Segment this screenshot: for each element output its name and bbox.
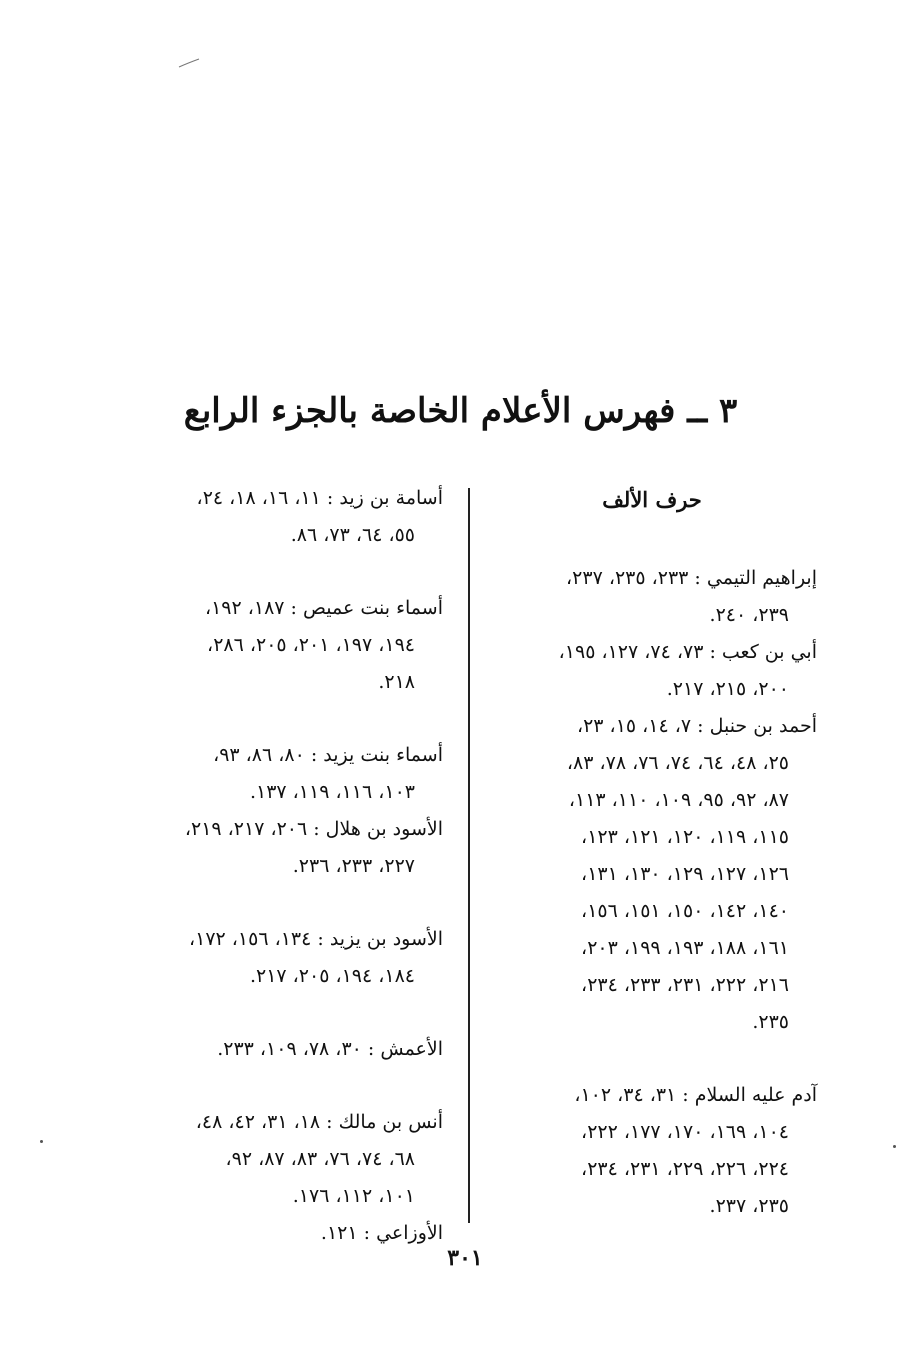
index-entry-asma-bint-yazid <box>83 737 443 811</box>
entry-line: ١٢٦، ١٢٧، ١٢٩، ١٣٠، ١٣١، <box>581 863 789 885</box>
entry-line: الأعمش : ٣٠، ٧٨، ١٠٩، ٢٣٣. <box>217 1038 443 1060</box>
paper-speck <box>893 1145 896 1148</box>
entry-spacer <box>83 701 443 737</box>
index-column-left <box>83 480 443 1252</box>
pen-mark <box>178 54 200 66</box>
index-entry-adam <box>487 1077 817 1225</box>
index-entry-alawzai <box>83 1215 443 1252</box>
index-entry-ibrahim-altaymi <box>487 560 817 634</box>
index-entry-aswad-ibn-yazid <box>83 921 443 995</box>
entry-line: أسماء بنت يزيد : ٨٠، ٨٦، ٩٣، <box>213 744 443 766</box>
index-entry-anas-ibn-malik <box>83 1104 443 1215</box>
index-entry-aswad-ibn-hilal <box>83 811 443 885</box>
entry-line: ١٤٠، ١٤٢، ١٥٠، ١٥١، ١٥٦، <box>581 900 789 922</box>
index-entry-ubayy-ibn-kaab <box>487 634 817 708</box>
column-divider <box>468 488 470 1223</box>
entry-line: ٢٢٤، ٢٢٦، ٢٢٩، ٢٣١، ٢٣٤، <box>581 1158 789 1180</box>
entry-line: ٨٧، ٩٢، ٩٥، ١٠٩، ١١٠، ١١٣، <box>568 789 789 811</box>
entry-line: ١١٥، ١١٩، ١٢٠، ١٢١، ١٢٣، <box>581 826 789 848</box>
entry-line: أنس بن مالك : ١٨، ٣١، ٤٢، ٤٨، <box>195 1111 443 1133</box>
entry-line: ٢١٦، ٢٢٢، ٢٣١، ٢٣٣، ٢٣٤، <box>581 974 789 996</box>
entry-line: ٢٠٠، ٢١٥، ٢١٧. <box>666 678 789 700</box>
entry-line: الأسود بن هلال : ٢٠٦، ٢١٧، ٢١٩، <box>184 818 443 840</box>
entry-line: الأسود بن يزيد : ١٣٤، ١٥٦، ١٧٢، <box>188 928 443 950</box>
entry-line: الأوزاعي : ١٢١. <box>320 1222 443 1244</box>
entry-line: ٢١٨. <box>378 671 415 693</box>
entry-line: أسماء بنت عميص : ١٨٧، ١٩٢، <box>204 597 443 619</box>
entry-spacer <box>83 554 443 590</box>
entry-line: ١٦١، ١٨٨، ١٩٣، ١٩٩، ٢٠٣، <box>581 937 789 959</box>
entry-line: ١٠٣، ١١٦، ١١٩، ١٣٧. <box>249 781 415 803</box>
entry-spacer <box>83 995 443 1031</box>
index-entry-ahmad-ibn-hanbal <box>487 708 817 1041</box>
entry-line: ٢٣٥، ٢٣٧. <box>709 1195 789 1217</box>
entry-line: أسامة بن زيد : ١١، ١٦، ١٨، ٢٤، <box>196 487 443 509</box>
index-column-right <box>487 480 817 1225</box>
entry-line: ١٩٤، ١٩٧، ٢٠١، ٢٠٥، ٢٨٦، <box>207 634 415 656</box>
entry-spacer <box>83 1068 443 1104</box>
entry-line: ٥٥، ٦٤، ٧٣، ٨٦. <box>290 524 415 546</box>
entry-line: ٢٣٥. <box>752 1011 789 1033</box>
entry-line: ٢٥، ٤٨، ٦٤، ٧٤، ٧٦، ٧٨، ٨٣، <box>566 752 789 774</box>
entry-line: ١٨٤، ١٩٤، ٢٠٥، ٢١٧. <box>249 965 415 987</box>
entry-spacer <box>83 885 443 921</box>
entry-line: أبي بن كعب : ٧٣، ٧٤، ١٢٧، ١٩٥، <box>558 641 817 663</box>
entry-line: ٢٣٩، ٢٤٠. <box>709 604 789 626</box>
section-heading-alif: حرف الألف <box>602 487 702 512</box>
index-entry-alamash <box>83 1031 443 1068</box>
paper-speck <box>40 1140 43 1143</box>
entry-line: إبراهيم التيمي : ٢٣٣، ٢٣٥، ٢٣٧، <box>566 567 817 589</box>
entry-spacer <box>487 1041 817 1077</box>
index-entry-usama-ibn-zayd <box>83 480 443 554</box>
index-title: ٣ ــ فهرس الأعلام الخاصة بالجزء الرابع <box>183 391 738 431</box>
entry-line: ٢٢٧، ٢٣٣، ٢٣٦. <box>292 855 415 877</box>
entry-line: ١٠١، ١١٢، ١٧٦. <box>292 1185 415 1207</box>
entry-line: آدم عليه السلام : ٣١، ٣٤، ١٠٢، <box>574 1084 817 1106</box>
entry-line: أحمد بن حنبل : ٧، ١٤، ١٥، ٢٣، <box>576 715 817 737</box>
index-entry-asma-bint-umays <box>83 590 443 701</box>
entry-line: ١٠٤، ١٦٩، ١٧٠، ١٧٧، ٢٢٢، <box>581 1121 789 1143</box>
entry-line: ٦٨، ٧٤، ٧٦، ٨٣، ٨٧، ٩٢، <box>225 1148 415 1170</box>
page-number: ٣٠١ <box>447 1245 483 1271</box>
